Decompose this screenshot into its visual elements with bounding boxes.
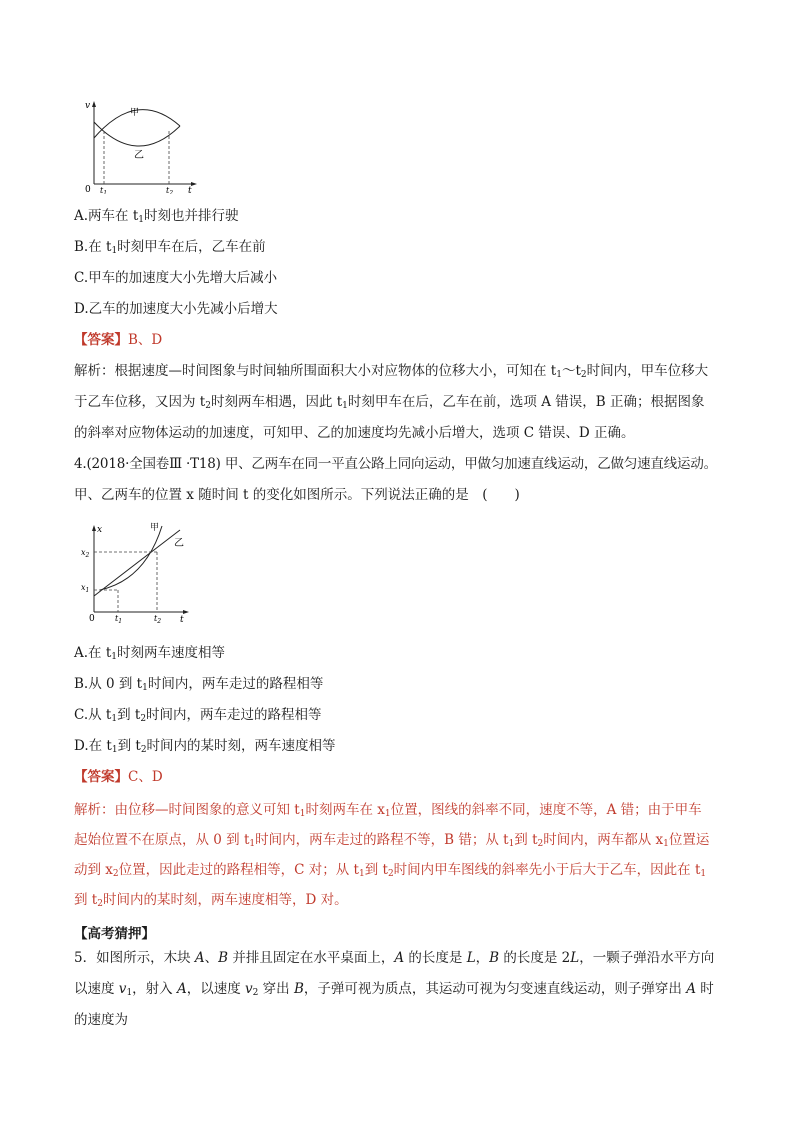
label-x1: $x_1$ <box>81 583 90 594</box>
q4-option-b: B.从 0 到 $t_1$时间内，两车走过的路程相等 <box>74 676 324 693</box>
q4-explanation-line3: 动到 $x_2$位置，因此走过的路程相等，C 对；从 $t_1$到 $t_2$时间内甲车图线的斜率先小于后大于乙车，因此在 $t_1$ <box>74 862 707 879</box>
curve-jia <box>100 526 162 590</box>
v-axis-arrow <box>92 101 96 107</box>
label-t2: $t_2$ <box>166 186 174 194</box>
x-axis-arrow <box>92 525 96 531</box>
q4-answer: 【答案】C、D <box>74 769 163 785</box>
velocity-time-graph <box>82 98 200 194</box>
label-t2: $t_2$ <box>154 614 162 624</box>
q3-explanation-line2: 于乙车位移，又因为 $t_2$时刻两车相遇，因此 $t_1$时刻甲车在后，乙车在前，选项 A 错误，B 正确；根据图象 <box>74 394 705 411</box>
line-yi <box>94 530 180 596</box>
label-t1: $t_1$ <box>100 186 108 194</box>
label-yi: 乙 <box>174 538 184 549</box>
q3-explanation-line1: 解析：根据速度—时间图象与时间轴所围面积大小对应物体的位移大小，可知在 $t_1\sim t_2$时间内，甲车位移大 <box>74 363 709 380</box>
label-x2: $x_2$ <box>81 548 90 559</box>
section-title: 【高考猜押】 <box>74 926 155 942</box>
t-axis-arrow <box>183 610 189 614</box>
q4-option-d: D.在 $t_1$到 $t_2$时间内的某时刻，两车速度相等 <box>74 738 336 755</box>
q4-option-c: C.从 $t_1$到 $t_2$时间内，两车走过的路程相等 <box>74 707 322 724</box>
label-origin: 0 <box>85 185 91 194</box>
label-jia: 甲 <box>130 108 140 118</box>
label-t: t <box>188 186 192 194</box>
q4-option-a: A.在 $t_1$时刻两车速度相等 <box>74 645 225 662</box>
q3-option-d: D.乙车的加速度大小先减小后增大 <box>74 301 278 317</box>
q4-stem-line2: 甲、乙两车的位置 x 随时间 t 的变化如图所示。下列说法正确的是 ( ) <box>74 487 520 503</box>
position-time-graph <box>80 520 192 624</box>
label-origin: 0 <box>89 614 95 624</box>
q4-explanation-line2: 起始位置不在原点，从 0 到 $t_1$时间内，两车走过的路程不等，B 错；从 $t_1$到 $t_2$时间内，两车都从 $x_1$位置运 <box>74 832 710 849</box>
q3-option-c: C.甲车的加速度大小先增大后减小 <box>74 270 278 286</box>
label-t1: $t_1$ <box>115 614 123 624</box>
label-jia: 甲 <box>150 523 160 533</box>
q3-option-b: B.在 $t_1$时刻甲车在后，乙车在前 <box>74 239 266 256</box>
q5-line2: 以速度 $v_1$，射入 A，以速度 $v_2$ 穿出 B，子弹可视为质点，其运动可视为匀变速直线运动，则子弹穿出 A 时 <box>74 981 714 998</box>
label-x: x <box>97 525 103 535</box>
q3-option-a: A.两车在 $t_1$时刻也并排行驶 <box>74 208 239 225</box>
q5-line1: 5．如图所示，木块 A、B 并排且固定在水平桌面上，A 的长度是 L，B 的长度是 2L，一颗子弹沿水平方向 <box>74 950 715 966</box>
q5-line3: 的速度为 <box>74 1012 128 1028</box>
label-t: t <box>180 615 184 624</box>
t-axis-arrow <box>191 182 197 186</box>
label-yi: 乙 <box>134 150 144 161</box>
label-v: v <box>85 101 91 111</box>
q4-explanation-line4: 到 $t_2$时间内的某时刻，两车速度相等，D 对。 <box>74 892 348 909</box>
q3-explanation-line3: 的斜率对应物体运动的加速度，可知甲、乙的加速度均先减小后增大，选项 C 错误、D 正确。 <box>74 425 635 441</box>
q3-answer: 【答案】B、D <box>74 332 163 348</box>
q4-explanation-line1: 解析：由位移—时间图象的意义可知 $t_1$时刻两车在 $x_1$位置，图线的斜率不同，速度不等，A 错；由于甲车 <box>74 802 702 819</box>
q4-stem-line1: 4.(2018·全国卷Ⅲ ·T18) 甲、乙两车在同一平直公路上同向运动，甲做匀加速直线运动，乙做匀速直线运动。 <box>74 456 717 472</box>
